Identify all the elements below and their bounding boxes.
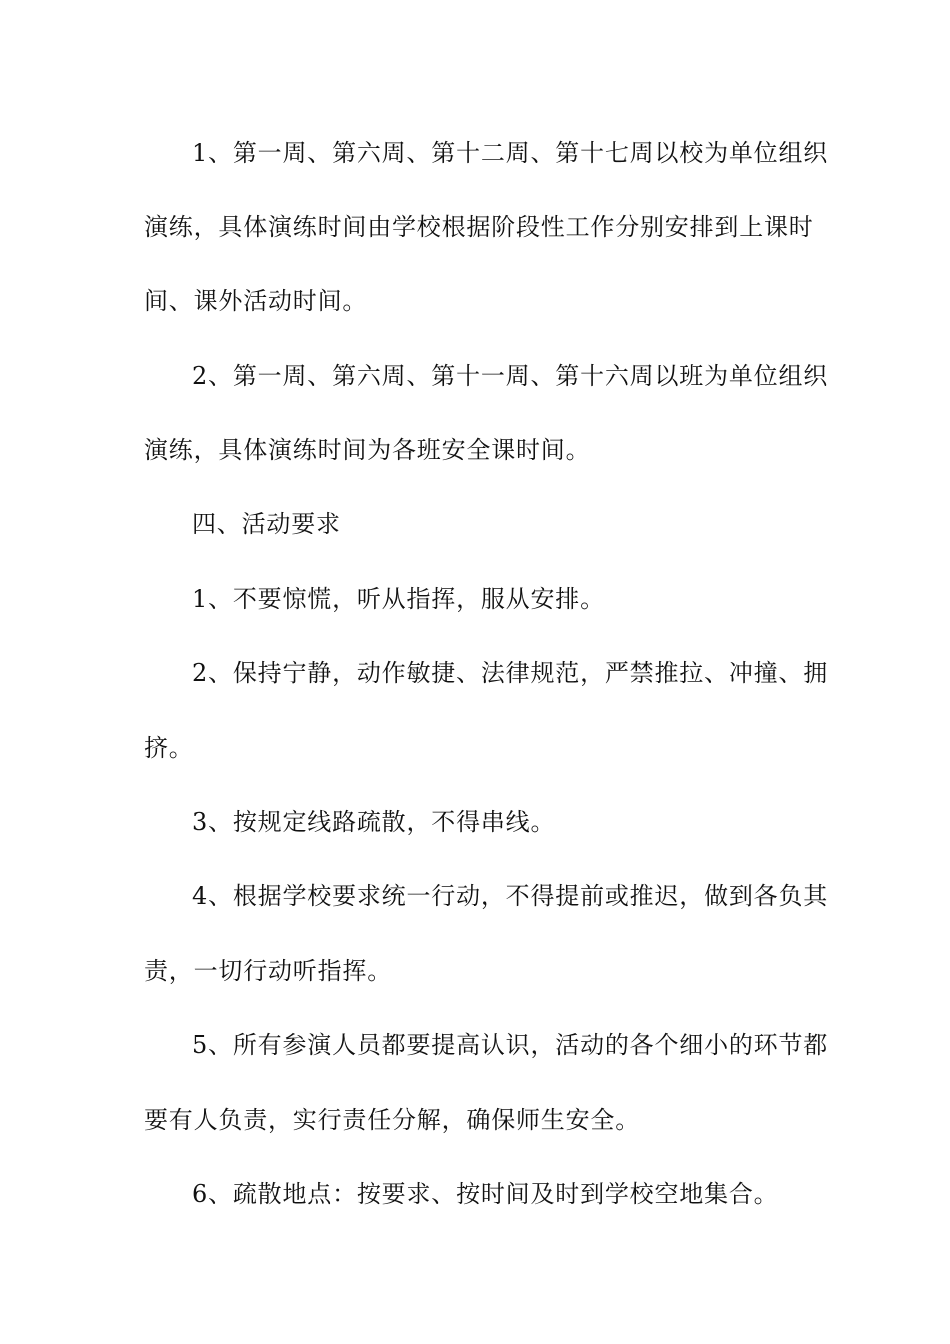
requirement-1: 1、不要惊慌，听从指挥，服从安排。 [192,585,605,613]
requirement-3: 3、按规定线路疏散，不得串线。 [192,808,556,836]
paragraph-2-line-1: 2、第一周、第六周、第十一周、第十六周以班为单位组织 [192,362,829,390]
requirement-4-line-2: 责，一切行动听指挥。 [144,957,392,985]
paragraph-2-line-2: 演练，具体演练时间为各班安全课时间。 [144,436,591,464]
paragraph-1-line-2: 演练，具体演练时间由学校根据阶段性工作分别安排到上课时 [144,213,814,241]
requirement-5-line-1: 5、所有参演人员都要提高认识，活动的各个细小的环节都 [192,1031,829,1059]
requirement-4-line-1: 4、根据学校要求统一行动，不得提前或推迟，做到各负其 [192,882,829,910]
paragraph-1-line-1: 1、第一周、第六周、第十二周、第十七周以校为单位组织 [192,139,829,167]
paragraph-1-line-3: 间、课外活动时间。 [144,287,368,315]
section-heading: 四、活动要求 [192,510,341,538]
requirement-5-line-2: 要有人负责，实行责任分解，确保师生安全。 [144,1106,640,1134]
requirement-6: 6、疏散地点：按要求、按时间及时到学校空地集合。 [192,1180,779,1208]
requirement-2-line-2: 挤。 [144,734,194,762]
requirement-2-line-1: 2、保持宁静，动作敏捷、法律规范，严禁推拉、冲撞、拥 [192,659,829,687]
